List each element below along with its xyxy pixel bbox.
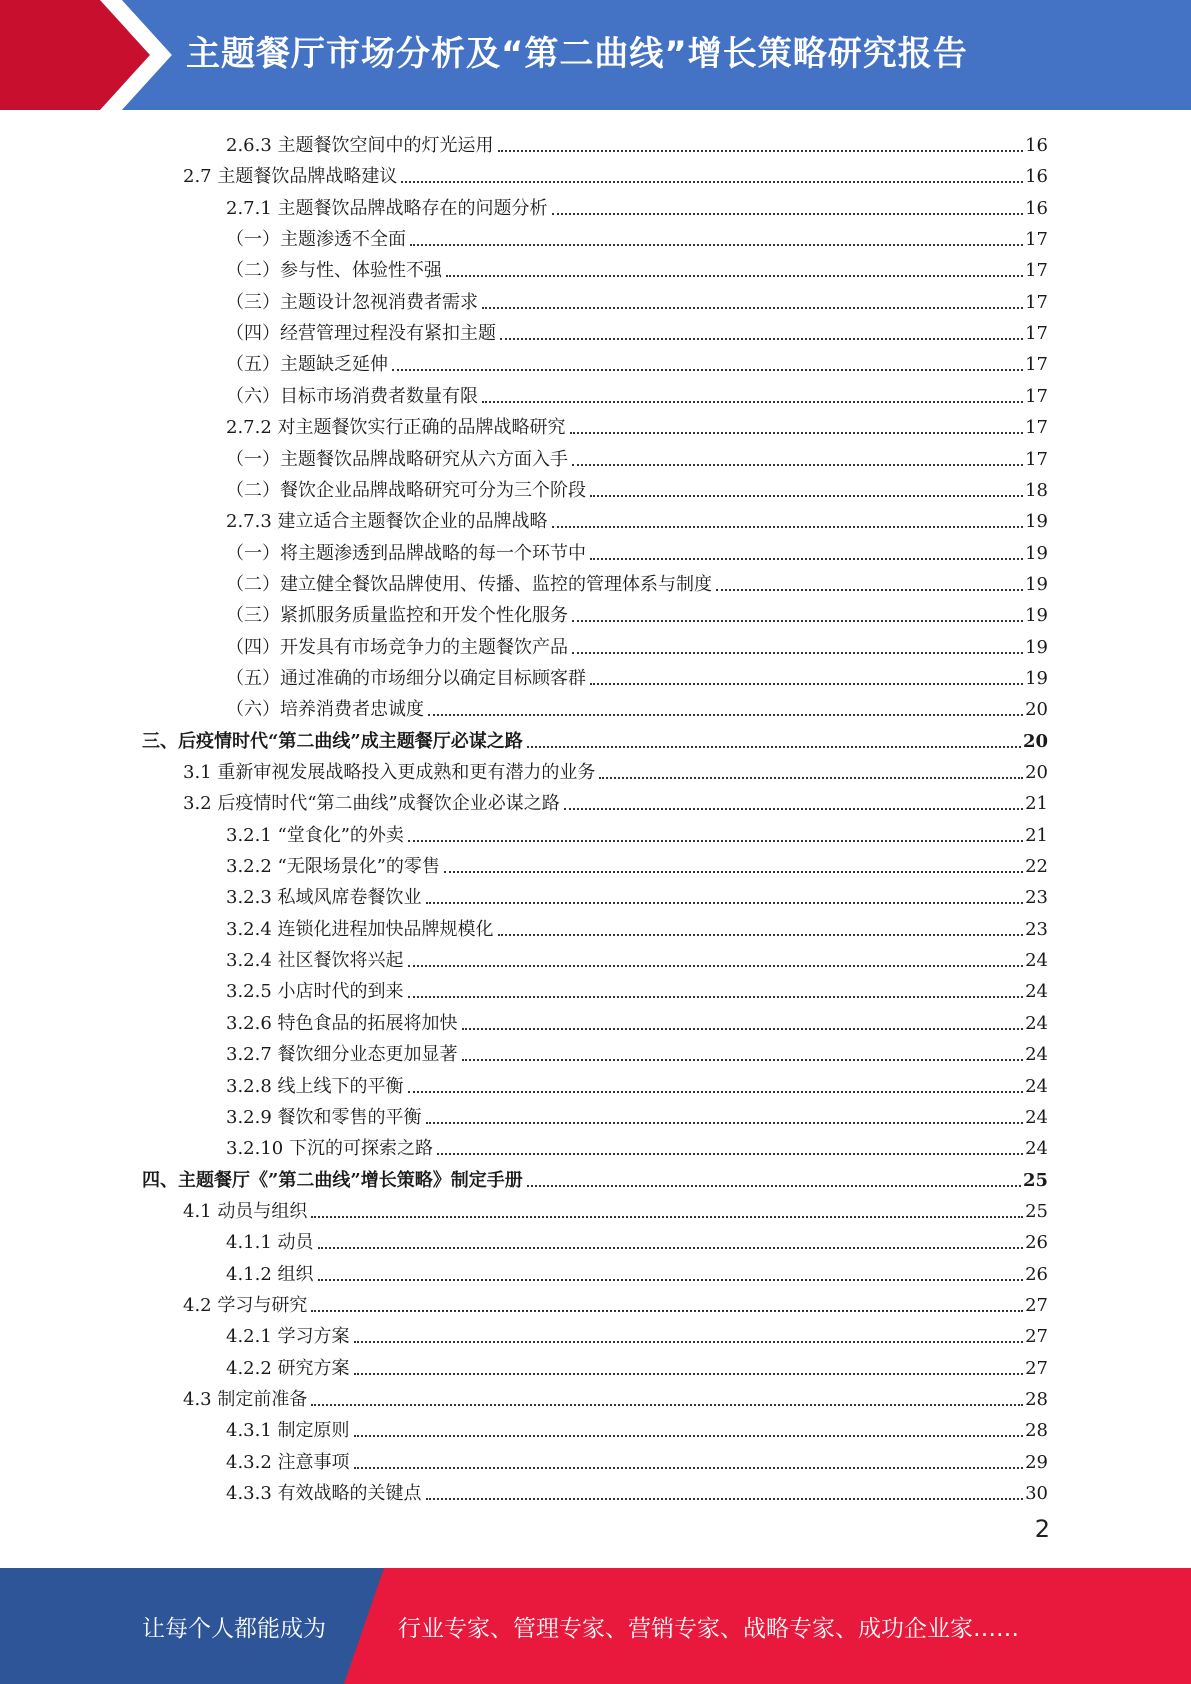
toc-entry-page: 19 — [1025, 511, 1048, 533]
toc-dot-leader — [408, 996, 1024, 998]
toc-dot-leader — [527, 1185, 1021, 1187]
toc-entry-title: 3.2.4 社区餐饮将兴起 — [226, 950, 404, 972]
page-number: 2 — [1034, 1515, 1050, 1543]
toc-entry[interactable] — [226, 253, 1048, 284]
toc-dot-leader — [354, 1435, 1024, 1437]
toc-entry-title: 4.2.2 研究方案 — [226, 1357, 350, 1379]
toc-entry[interactable] — [226, 379, 1048, 410]
toc-entry-title: 4.3.2 注意事项 — [226, 1451, 350, 1473]
toc-entry[interactable] — [183, 1194, 1048, 1225]
toc-dot-leader — [482, 307, 1023, 309]
toc-entry[interactable] — [226, 943, 1048, 974]
toc-entry[interactable] — [183, 1382, 1048, 1413]
toc-entry[interactable] — [226, 1131, 1048, 1162]
toc-entry-title: 2.7.2 对主题餐饮实行正确的品牌战略研究 — [226, 417, 566, 439]
toc-entry-title: 3.2.4 连锁化进程加快品牌规模化 — [226, 918, 494, 940]
toc-entry[interactable] — [226, 536, 1048, 567]
toc-entry[interactable] — [226, 818, 1048, 849]
toc-entry[interactable] — [226, 1413, 1048, 1444]
page-footer — [0, 1568, 1191, 1684]
toc-entry[interactable] — [226, 630, 1048, 661]
toc-entry-title: 3.2.5 小店时代的到来 — [226, 981, 404, 1003]
toc-entry-title: 3.1 重新审视发展战略投入更成熟和更有潜力的业务 — [183, 762, 596, 783]
toc-entry-page: 19 — [1025, 667, 1048, 689]
toc-dot-leader — [318, 1247, 1024, 1249]
toc-entry-title: 4.3.1 制定原则 — [226, 1420, 350, 1442]
toc-entry[interactable] — [226, 1476, 1048, 1507]
toc-entry-title: （六）目标市场消费者数量有限 — [226, 385, 478, 407]
toc-entry-page: 26 — [1025, 1232, 1048, 1254]
toc-entry[interactable] — [226, 347, 1048, 378]
toc-entry[interactable] — [226, 410, 1048, 441]
toc-entry[interactable] — [226, 473, 1048, 504]
toc-entry[interactable] — [226, 442, 1048, 473]
toc-entry-title: 3.2.8 线上线下的平衡 — [226, 1075, 404, 1097]
toc-dot-leader — [410, 244, 1023, 246]
toc-entry-page: 17 — [1025, 260, 1048, 282]
toc-entry-page: 27 — [1025, 1326, 1048, 1348]
toc-entry-page: 20 — [1025, 699, 1048, 721]
toc-entry[interactable] — [226, 880, 1048, 911]
toc-entry[interactable] — [226, 1037, 1048, 1068]
toc-dot-leader — [570, 432, 1024, 434]
toc-entry-page: 18 — [1025, 479, 1048, 501]
toc-entry-page: 24 — [1025, 1106, 1048, 1128]
toc-entry[interactable] — [142, 724, 1048, 755]
page-header — [0, 0, 1191, 110]
toc-entry-page: 24 — [1025, 1138, 1048, 1160]
toc-entry-page: 24 — [1025, 1012, 1048, 1034]
toc-entry[interactable] — [226, 222, 1048, 253]
toc-dot-leader — [426, 1498, 1024, 1500]
toc-entry[interactable] — [226, 849, 1048, 880]
toc-entry-title: 3.2.10 下沉的可探索之路 — [226, 1138, 433, 1160]
toc-dot-leader — [408, 965, 1024, 967]
toc-entry-page: 17 — [1025, 417, 1048, 439]
toc-entry-title: （一）将主题渗透到品牌战略的每一个环节中 — [226, 542, 586, 564]
toc-entry-page: 16 — [1025, 197, 1048, 219]
toc-entry-page: 21 — [1025, 793, 1048, 815]
toc-entry-page: 27 — [1025, 1294, 1048, 1316]
toc-entry[interactable] — [226, 504, 1048, 535]
toc-dot-leader — [408, 1091, 1024, 1093]
report-title: 主题餐厅市场分析及“第二曲线”增长策略研究报告 — [186, 34, 968, 74]
toc-entry-title: 4.2 学习与研究 — [183, 1294, 308, 1316]
toc-entry[interactable] — [226, 1257, 1048, 1288]
toc-entry-page: 19 — [1025, 542, 1048, 564]
footer-slogan-left: 让每个人都能成为 — [142, 1616, 326, 1642]
toc-entry-page: 25 — [1025, 1200, 1048, 1222]
toc-dot-leader — [311, 1404, 1023, 1406]
toc-entry-page: 16 — [1025, 135, 1048, 156]
toc-entry-title: 2.7.1 主题餐饮品牌战略存在的问题分析 — [226, 197, 548, 219]
toc-entry[interactable] — [226, 1319, 1048, 1350]
toc-dot-leader — [462, 1028, 1024, 1030]
toc-dot-leader — [444, 871, 1023, 873]
toc-entry-page: 19 — [1025, 605, 1048, 627]
toc-dot-leader — [446, 275, 1023, 277]
toc-entry[interactable] — [226, 128, 1048, 159]
toc-entry-page: 24 — [1025, 981, 1048, 1003]
toc-entry-page: 23 — [1025, 887, 1048, 909]
toc-entry-title: （四）开发具有市场竞争力的主题餐饮产品 — [226, 636, 568, 658]
toc-dot-leader — [482, 401, 1023, 403]
toc-entry-page: 30 — [1025, 1483, 1048, 1505]
toc-entry[interactable] — [226, 912, 1048, 943]
toc-dot-leader — [426, 1122, 1024, 1124]
toc-entry-title: 3.2.7 餐饮细分业态更加显著 — [226, 1044, 458, 1066]
toc-entry[interactable] — [226, 1006, 1048, 1037]
toc-entry[interactable] — [226, 285, 1048, 316]
toc-dot-leader — [437, 1153, 1023, 1155]
toc-entry-page: 17 — [1025, 448, 1048, 470]
toc-entry-title: （五）通过准确的市场细分以确定目标顾客群 — [226, 667, 586, 689]
toc-entry-page: 17 — [1025, 354, 1048, 376]
toc-entry-page: 25 — [1022, 1169, 1048, 1191]
toc-dot-leader — [408, 840, 1023, 842]
toc-dot-leader — [426, 902, 1024, 904]
toc-entry[interactable] — [183, 159, 1048, 190]
toc-entry[interactable] — [226, 1100, 1048, 1131]
toc-entry[interactable] — [183, 786, 1048, 817]
toc-dot-leader — [590, 558, 1023, 560]
toc-entry[interactable] — [183, 1288, 1048, 1319]
toc-dot-leader — [354, 1341, 1024, 1343]
toc-entry-title: 4.3 制定前准备 — [183, 1389, 308, 1410]
toc-dot-leader — [401, 181, 1023, 183]
toc-dot-leader — [564, 808, 1023, 810]
toc-entry-page: 24 — [1025, 1044, 1048, 1066]
toc-entry-title: （二）餐饮企业品牌战略研究可分为三个阶段 — [226, 479, 586, 501]
toc-entry-page: 27 — [1025, 1357, 1048, 1379]
toc-dot-leader — [500, 338, 1023, 340]
toc-entry-title: 三、后疫情时代“第二曲线”成主题餐厅必谋之路 — [142, 730, 523, 752]
toc-entry[interactable] — [226, 692, 1048, 723]
toc-entry[interactable] — [226, 1351, 1048, 1382]
toc-entry-title: 4.3.3 有效战略的关键点 — [226, 1483, 422, 1505]
toc-entry-title: 2.7.3 建立适合主题餐饮企业的品牌战略 — [226, 511, 548, 533]
toc-dot-leader — [318, 1279, 1024, 1281]
toc-dot-leader — [590, 683, 1023, 685]
toc-entry-title: 4.2.1 学习方案 — [226, 1326, 350, 1348]
toc-dot-leader — [354, 1467, 1024, 1469]
toc-entry-page: 29 — [1025, 1451, 1048, 1473]
toc-entry-page: 24 — [1025, 950, 1048, 972]
toc-dot-leader — [311, 1310, 1023, 1312]
toc-entry[interactable] — [226, 974, 1048, 1005]
toc-entry-page: 21 — [1025, 824, 1048, 846]
toc-entry-title: （三）紧抓服务质量监控和开发个性化服务 — [226, 605, 568, 627]
toc-entry-title: （四）经营管理过程没有紧扣主题 — [226, 323, 496, 345]
toc-entry-title: 3.2.6 特色食品的拓展将加快 — [226, 1012, 458, 1034]
toc-entry[interactable] — [142, 1163, 1048, 1194]
toc-entry-title: （二）参与性、体验性不强 — [226, 260, 442, 282]
toc-entry-page: 20 — [1025, 762, 1048, 783]
toc-entry-page: 17 — [1025, 385, 1048, 407]
toc-dot-leader — [498, 934, 1024, 936]
toc-entry-title: （一）主题餐饮品牌战略研究从六方面入手 — [226, 448, 568, 470]
toc-entry[interactable] — [226, 1445, 1048, 1476]
toc-dot-leader — [552, 526, 1024, 528]
toc-entry-title: 四、主题餐厅《”第二曲线”增长策略》制定手册 — [142, 1169, 523, 1191]
toc-entry-page: 24 — [1025, 1075, 1048, 1097]
toc-entry-title: 3.2.2 “无限场景化”的零售 — [226, 856, 440, 878]
toc-dot-leader — [392, 369, 1023, 371]
toc-entry-title: （二）建立健全餐饮品牌使用、传播、监控的管理体系与制度 — [226, 573, 712, 595]
toc-entry-page: 20 — [1022, 730, 1048, 752]
toc-entry-title: 2.7 主题餐饮品牌战略建议 — [183, 166, 398, 188]
toc-entry[interactable] — [226, 661, 1048, 692]
toc-entry[interactable] — [226, 316, 1048, 347]
toc-entry-title: 3.2.1 “堂食化”的外卖 — [226, 824, 404, 846]
toc-dot-leader — [716, 589, 1023, 591]
toc-dot-leader — [428, 714, 1023, 716]
toc-entry-page: 28 — [1025, 1420, 1048, 1442]
toc-entry[interactable] — [183, 755, 1048, 786]
toc-entry-title: （六）培养消费者忠诚度 — [226, 699, 424, 721]
toc-entry-page: 19 — [1025, 636, 1048, 658]
toc-dot-leader — [572, 620, 1023, 622]
toc-entry-page: 17 — [1025, 291, 1048, 313]
toc-entry-page: 23 — [1025, 918, 1048, 940]
toc-entry-page: 26 — [1025, 1263, 1048, 1285]
toc-dot-leader — [527, 746, 1021, 748]
toc-dot-leader — [462, 1059, 1024, 1061]
toc-entry-title: 2.6.3 主题餐饮空间中的灯光运用 — [226, 135, 494, 156]
toc-entry-title: （五）主题缺乏延伸 — [226, 354, 388, 376]
toc-dot-leader — [599, 777, 1023, 779]
toc-entry-title: 4.1.1 动员 — [226, 1232, 314, 1254]
toc-dot-leader — [311, 1216, 1023, 1218]
toc-dot-leader — [572, 652, 1023, 654]
toc-entry[interactable] — [226, 1069, 1048, 1100]
footer-slogan-right: 行业专家、管理专家、营销专家、战略专家、成功企业家…… — [398, 1616, 1019, 1642]
toc-entry-page: 17 — [1025, 323, 1048, 345]
toc-entry[interactable] — [226, 191, 1048, 222]
toc-entry-page: 19 — [1025, 573, 1048, 595]
toc-entry-title: （一）主题渗透不全面 — [226, 229, 406, 251]
toc-entry-title: 4.1.2 组织 — [226, 1263, 314, 1285]
toc-dot-leader — [572, 464, 1023, 466]
toc-entry-title: （三）主题设计忽视消费者需求 — [226, 291, 478, 313]
toc-entry[interactable] — [226, 598, 1048, 629]
toc-entry-title: 4.1 动员与组织 — [183, 1200, 308, 1222]
toc-entry-page: 28 — [1025, 1389, 1048, 1410]
toc-dot-leader — [354, 1373, 1024, 1375]
toc-dot-leader — [498, 150, 1024, 152]
toc-entry[interactable] — [226, 1225, 1048, 1256]
toc-entry-title: 3.2 后疫情时代“第二曲线”成餐饮企业必谋之路 — [183, 793, 560, 815]
toc-entry-page: 16 — [1025, 166, 1048, 188]
toc-dot-leader — [552, 213, 1024, 215]
toc-entry-page: 17 — [1025, 229, 1048, 251]
toc-dot-leader — [590, 495, 1023, 497]
toc-entry-page: 22 — [1025, 856, 1048, 878]
toc-entry-title: 3.2.9 餐饮和零售的平衡 — [226, 1106, 422, 1128]
toc-entry-title: 3.2.3 私域风席卷餐饮业 — [226, 887, 422, 909]
toc-entry[interactable] — [226, 567, 1048, 598]
